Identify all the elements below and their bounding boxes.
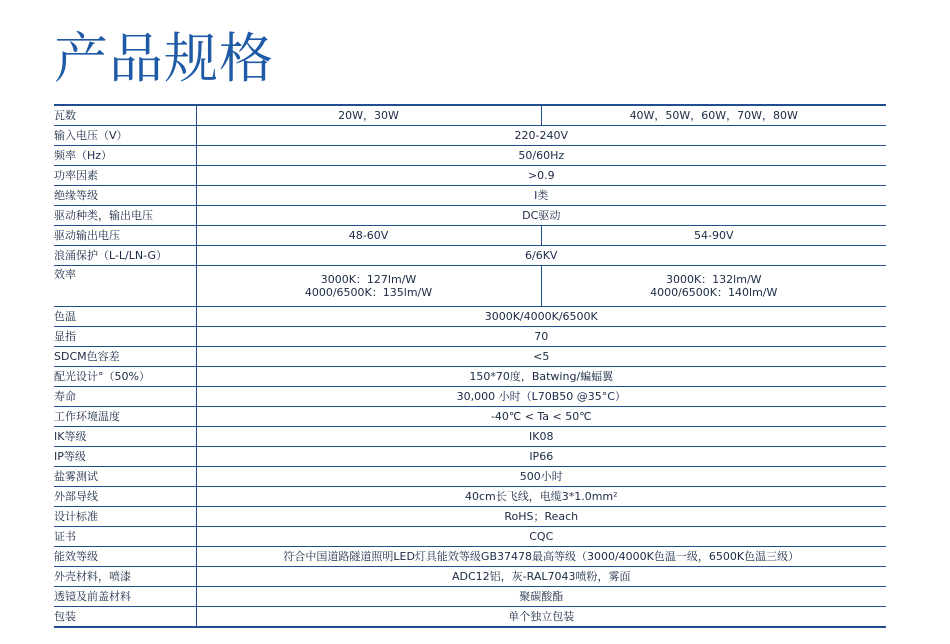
spec-label: 透镜及前盖材料: [54, 587, 196, 607]
spec-label: 配光设计°（50%）: [54, 367, 196, 387]
spec-value: 40cm长飞线，电缆3*1.0mm²: [196, 487, 886, 507]
spec-label: 工作环境温度: [54, 407, 196, 427]
table-row: [54, 206, 886, 226]
spec-table: [54, 104, 886, 628]
table-row: [54, 547, 886, 567]
efficiency-line: 3000K：127lm/W: [320, 273, 417, 286]
spec-label: 瓦数: [54, 105, 196, 126]
spec-value: 6/6KV: [196, 246, 886, 266]
page-title: 产品规格: [54, 27, 274, 90]
spec-value-left: 48-60V: [196, 226, 541, 246]
spec-value-right: [541, 266, 886, 307]
spec-value: Ⅰ类: [196, 186, 886, 206]
table-row: [54, 427, 886, 447]
spec-label: 绝缘等级: [54, 186, 196, 206]
spec-value: -40℃ < Ta < 50℃: [196, 407, 886, 427]
table-row: [54, 507, 886, 527]
efficiency-line: 4000/6500K：140lm/W: [650, 286, 778, 299]
table-row: [54, 105, 886, 126]
table-row: [54, 266, 886, 307]
table-row: [54, 407, 886, 427]
spec-value-left: 20W，30W: [196, 105, 541, 126]
spec-label: 证书: [54, 527, 196, 547]
table-row: [54, 527, 886, 547]
table-row: [54, 226, 886, 246]
table-row: [54, 567, 886, 587]
table-row: [54, 607, 886, 628]
table-row: [54, 307, 886, 327]
spec-value-left: [196, 266, 541, 307]
spec-value: 30,000 小时（L70B50 @35°C）: [196, 387, 886, 407]
table-row: [54, 186, 886, 206]
spec-label: 驱动种类，输出电压: [54, 206, 196, 226]
spec-value: 符合中国道路隧道照明LED灯具能效等级GB37478最高等级（3000/4000K色温一级，6500K色温三级）: [196, 547, 886, 567]
spec-value: <5: [196, 347, 886, 367]
table-row: [54, 327, 886, 347]
spec-label: 包装: [54, 607, 196, 628]
spec-label: IK等级: [54, 427, 196, 447]
spec-label: 浪涌保护（L-L/LN-G）: [54, 246, 196, 266]
spec-value-right: 40W，50W，60W，70W，80W: [541, 105, 886, 126]
table-row: [54, 447, 886, 467]
spec-value-right: 54-90V: [541, 226, 886, 246]
efficiency-line: 4000/6500K：135lm/W: [304, 286, 433, 299]
spec-value: >0.9: [196, 166, 886, 186]
spec-value: 50/60Hz: [196, 146, 886, 166]
table-row: [54, 487, 886, 507]
spec-label: 色温: [54, 307, 196, 327]
table-row: [54, 347, 886, 367]
spec-label: IP等级: [54, 447, 196, 467]
spec-value: IP66: [196, 447, 886, 467]
table-row: [54, 126, 886, 146]
spec-label: 能效等级: [54, 547, 196, 567]
spec-value: 70: [196, 327, 886, 347]
spec-label: 效率: [54, 266, 196, 307]
spec-value: RoHS；Reach: [196, 507, 886, 527]
spec-value: CQC: [196, 527, 886, 547]
table-row: [54, 587, 886, 607]
spec-label: 外壳材料，喷漆: [54, 567, 196, 587]
spec-value: DC驱动: [196, 206, 886, 226]
spec-value: 500小时: [196, 467, 886, 487]
spec-value: ADC12铝，灰-RAL7043喷粉，雾面: [196, 567, 886, 587]
table-row: [54, 367, 886, 387]
table-row: [54, 387, 886, 407]
spec-value: 3000K/4000K/6500K: [196, 307, 886, 327]
spec-value: 聚碳酸酯: [196, 587, 886, 607]
spec-label: 设计标准: [54, 507, 196, 527]
spec-value: 150*70度，Batwing/蝙蝠翼: [196, 367, 886, 387]
table-row: [54, 467, 886, 487]
spec-value: 单个独立包装: [196, 607, 886, 628]
spec-label: 显指: [54, 327, 196, 347]
spec-label: 外部导线: [54, 487, 196, 507]
spec-label: 输入电压（V）: [54, 126, 196, 146]
spec-label: 频率（Hz）: [54, 146, 196, 166]
spec-label: 驱动输出电压: [54, 226, 196, 246]
spec-label: 功率因素: [54, 166, 196, 186]
table-row: [54, 246, 886, 266]
spec-value: 220-240V: [196, 126, 886, 146]
table-row: [54, 166, 886, 186]
spec-label: 寿命: [54, 387, 196, 407]
efficiency-line: 3000K：132lm/W: [665, 273, 762, 286]
spec-label: 盐雾测试: [54, 467, 196, 487]
spec-value: IK08: [196, 427, 886, 447]
table-row: [54, 146, 886, 166]
spec-label: SDCM色容差: [54, 347, 196, 367]
